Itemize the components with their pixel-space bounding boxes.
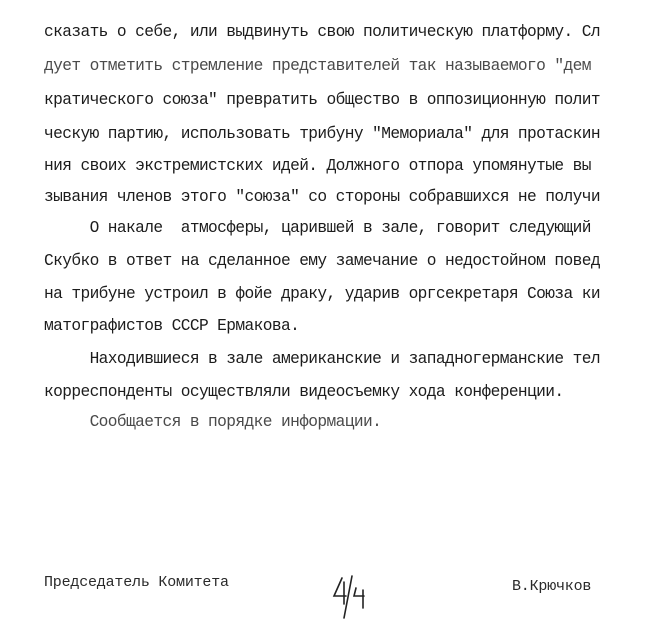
handwritten-mark xyxy=(330,574,370,620)
text-line: ния своих экстремистских идей. Должного отпора упомянутые вы xyxy=(44,157,591,175)
text-line: зывания членов этого "союза" со стороны собравшихся не получи xyxy=(44,188,600,206)
text-line: дует отметить стремление представителей так называемого "дем xyxy=(44,57,591,75)
text-line: кратического союза" превратить общество в оппозиционную полит xyxy=(44,91,600,109)
text-line: О накале атмосферы, царившей в зале, говорит следующий xyxy=(44,219,591,237)
text-line: ческую партию, использовать трибуну "Мемориала" для протаскин xyxy=(44,125,600,143)
text-line: Скубко в ответ на сделанное ему замечание о недостойном повед xyxy=(44,252,600,270)
text-line: Сообщается в порядке информации. xyxy=(44,413,382,431)
text-line: сказать о себе, или выдвинуть свою политическую платформу. Сл xyxy=(44,23,600,41)
text-line: корреспонденты осуществляли видеосъемку хода конференции. xyxy=(44,383,564,401)
text-line: Находившиеся в зале американские и западногерманские тел xyxy=(44,350,600,368)
signature-title: Председатель Комитета xyxy=(44,574,229,591)
text-line: на трибуне устроил в фойе драку, ударив оргсекретаря Союза ки xyxy=(44,285,600,303)
text-line: матографистов СССР Ермакова. xyxy=(44,317,300,335)
signature-name: В.Крючков xyxy=(512,578,592,595)
